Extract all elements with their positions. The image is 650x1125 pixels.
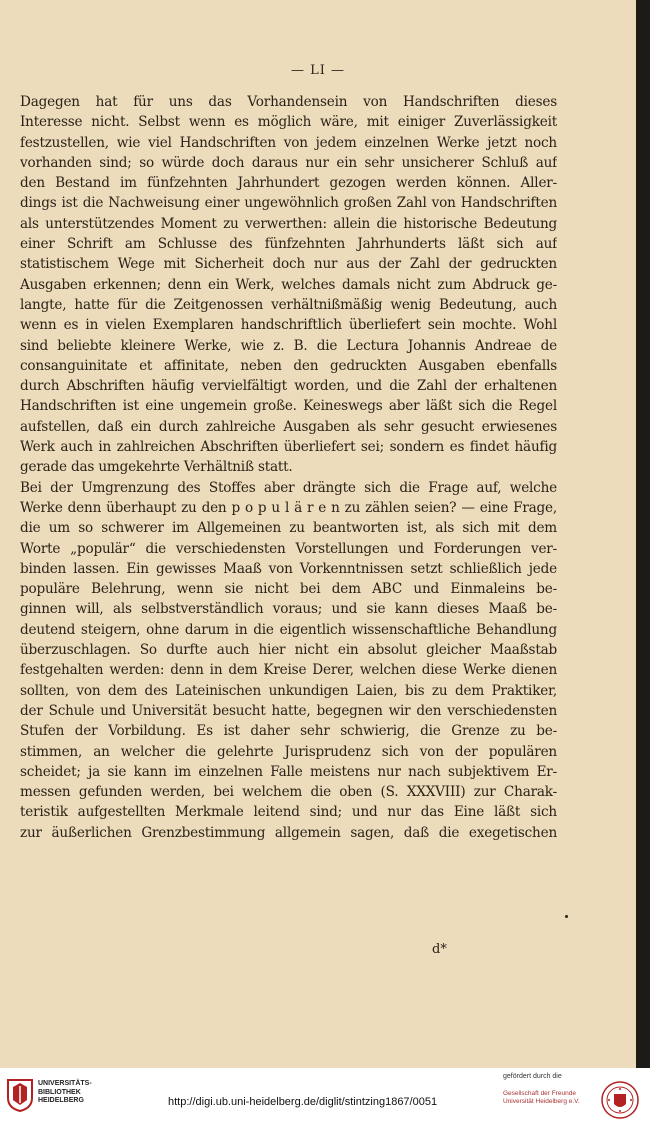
text-line: Dagegen hat für uns das Vorhandensein von Handschriften dieses bbox=[20, 94, 557, 110]
text-line: messen gefunden werden, bei welchem die oben (S. XXXVIII) zur Charak- bbox=[20, 784, 557, 801]
library-name-line: HEIDELBERG bbox=[38, 1097, 84, 1104]
text-line: als unterstützendes Moment zu verwerthen: allein die historische Bedeutung bbox=[20, 215, 557, 232]
text-line: die um so schwerer im Allgemeinen zu beantworten ist, als sich mit dem bbox=[20, 520, 557, 537]
text-line: vorhanden sind; so würde doch daraus nur ein sehr unsicherer Schluß auf bbox=[20, 154, 557, 171]
library-shield-icon bbox=[6, 1078, 34, 1112]
text-line: einer Schrift am Schlusse des fünfzehnten Jahrhunderts läßt sich auf bbox=[20, 236, 557, 253]
library-name bbox=[38, 1080, 92, 1106]
text-line: gerade das umgekehrte Verhältniß statt. bbox=[20, 459, 293, 476]
text-line: dings ist die Nachweisung einer ungewöhnlich großen Zahl von Handschriften bbox=[20, 195, 557, 212]
library-name-line: BIBLIOTHEK bbox=[38, 1088, 81, 1096]
text-line: aufstellen, daß ein durch zahlreiche Ausgaben als sehr gesucht erwiesenes bbox=[20, 418, 557, 435]
text-line: Handschriften ist eine ungemein große. Keineswegs aber läßt sich die Regel bbox=[20, 398, 557, 415]
text-line: durch Abschriften häufig vervielfältigt worden, und die Zahl der erhaltenen bbox=[20, 378, 557, 395]
permalink-url[interactable]: http://digi.ub.uni-heidelberg.de/diglit/stintzing1867/0051 bbox=[168, 1096, 438, 1108]
signature-mark: d* bbox=[432, 942, 447, 957]
margin-mark bbox=[565, 915, 568, 918]
text-line: populäre Belehrung, wenn sie nicht bei dem ABC und Einmaleins be- bbox=[20, 581, 557, 598]
sponsor-label: gefördert durch die bbox=[503, 1073, 562, 1080]
text-line: sind beliebte kleinere Werke, wie z. B. die Lectura Johannis Andreae de bbox=[20, 337, 557, 354]
text-line: zur äußerlichen Grenzbestimmung allgemein sagen, daß die exegetischen bbox=[20, 824, 557, 841]
university-seal-icon bbox=[600, 1080, 640, 1120]
text-line: Werke denn überhaupt zu den p o p u l ä r e n zu zählen seien? — eine Frage, bbox=[20, 499, 557, 516]
text-line: binden lassen. Ein gewisses Maaß von Vorkenntnissen setzt schließlich jede bbox=[20, 560, 557, 577]
text-line: sollten, von dem des Lateinischen unkundigen Laien, bis zu dem Praktiker, bbox=[20, 682, 557, 699]
text-line: langte, hatte für die Zeitgenossen verhältnißmäßig wenig Bedeutung, auch bbox=[20, 296, 557, 313]
text-line: den Bestand im fünfzehnten Jahrhundert gezogen werden können. Aller- bbox=[20, 175, 557, 192]
text-line: festgehalten werden: denn in dem Kreise Derer, welchen diese Werke dienen bbox=[20, 662, 557, 679]
text-line: scheidet; ja sie kann im einzelnen Falle meistens nur nach subjektivem Er- bbox=[20, 763, 557, 780]
sponsor-name-line: Gesellschaft der Freunde bbox=[503, 1090, 576, 1097]
sponsor-name bbox=[503, 1090, 580, 1106]
text-line: deutend steigern, ohne darum in die eigentlich wissenschaftliche Behandlung bbox=[20, 621, 557, 638]
text-line: Bei der Umgrenzung des Stoffes aber drängte sich die Frage auf, welche bbox=[20, 479, 557, 496]
text-line: statistischem Wege mit Sicherheit doch nur aus der Zahl der gedruckten bbox=[20, 256, 557, 273]
body-text bbox=[20, 92, 557, 843]
text-line: teristik aufgestellten Merkmale leitend sind; und nur das Eine läßt sich bbox=[20, 804, 557, 821]
text-line: wenn es in vielen Exemplaren handschriftlich überliefert sein mochte. Wohl bbox=[20, 317, 557, 334]
text-line: überzuschlagen. So durfte auch hier nicht ein absolut gleicher Maaßstab bbox=[20, 642, 557, 659]
text-line: festzustellen, wie viel Handschriften von jedem einzelnen Werke jetzt noch bbox=[20, 134, 557, 151]
text-line: Worte „populär“ die verschiedensten Vorstellungen und Forderungen ver- bbox=[20, 540, 557, 557]
library-name-line: UNIVERSITÄTS- bbox=[38, 1080, 92, 1087]
footer-bar bbox=[0, 1068, 650, 1125]
text-line: Werk auch in zahlreichen Abschriften überliefert sei; sondern es findet häufig bbox=[20, 439, 557, 456]
text-line: Stufen der Vorbildung. Es ist daher sehr schwierig, die Grenze zu be- bbox=[20, 723, 557, 740]
text-line: Interesse nicht. Selbst wenn es möglich wäre, mit einiger Zuverlässigkeit bbox=[20, 114, 557, 131]
text-line: stimmen, an welcher die gelehrte Jurisprudenz sich von der populären bbox=[20, 743, 557, 760]
page-number: — LI — bbox=[290, 63, 346, 78]
text-line: consanguinitate et affinitate, neben den gedruckten Ausgaben ebenfalls bbox=[20, 357, 557, 374]
text-line: ginnen will, als selbstverständlich voraus; und sie kann dieses Maaß be- bbox=[20, 601, 557, 618]
text-line: Ausgaben erkennen; denn ein Werk, welches damals nicht zum Abdruck ge- bbox=[20, 276, 557, 293]
text-line: der Schule und Universität besucht hatte, begegnen wir den verschiedensten bbox=[20, 702, 557, 719]
sponsor-name-line: Universität Heidelberg e.V. bbox=[503, 1098, 580, 1105]
